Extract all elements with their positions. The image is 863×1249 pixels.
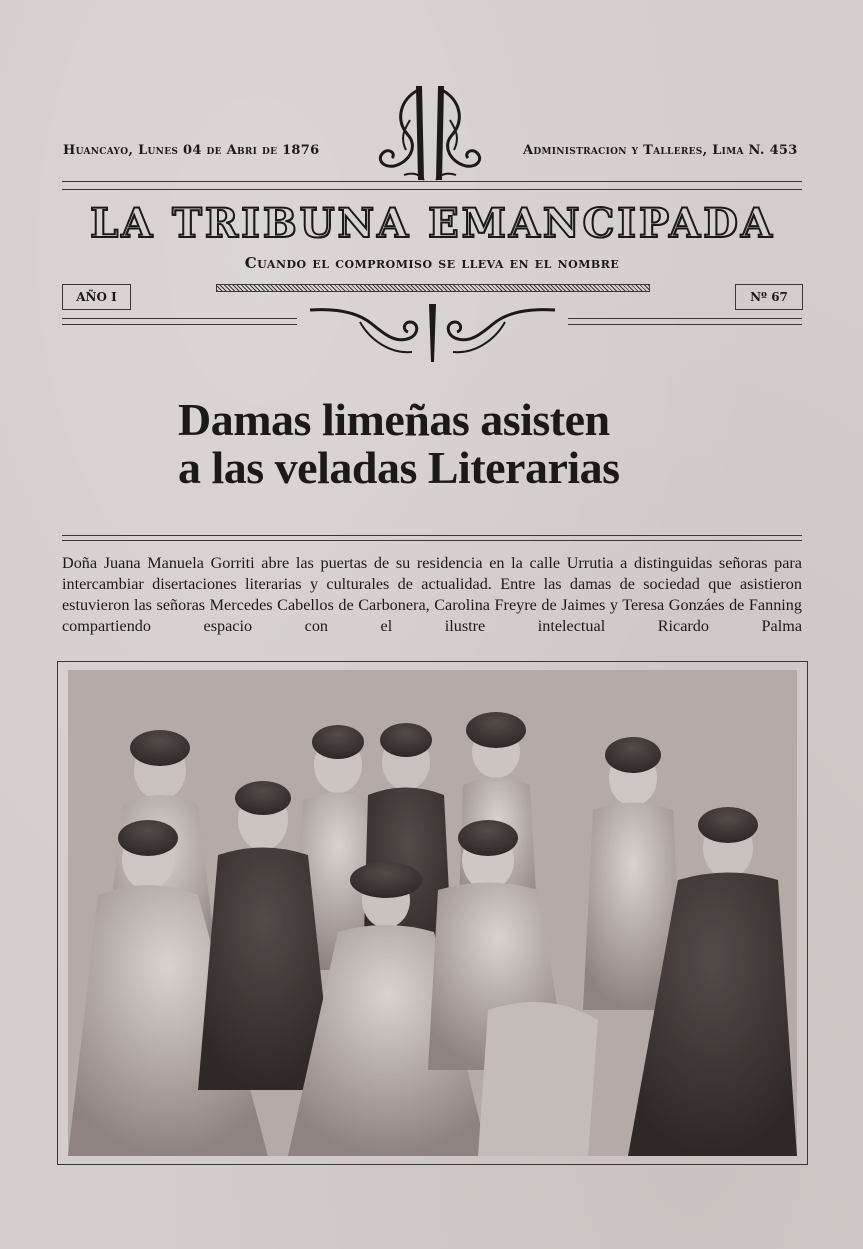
masthead-rule-top-2 bbox=[62, 189, 802, 190]
slogan-underline bbox=[216, 284, 650, 292]
headline-line-1: Damas limeñas asisten bbox=[178, 394, 610, 445]
article-headline bbox=[178, 396, 698, 492]
newspaper-title: LA TRIBUNA EMANCIPADA bbox=[90, 200, 775, 247]
year-box: AÑO I bbox=[62, 284, 131, 310]
ornament-rule-right bbox=[568, 318, 802, 319]
ornament-scroll-top-icon bbox=[360, 80, 500, 185]
headline-line-2: a las veladas Literarias bbox=[178, 442, 620, 493]
group-portrait-illustration bbox=[68, 670, 797, 1156]
ornament-rule-left bbox=[62, 318, 297, 319]
ornament-scroll-bottom-icon bbox=[300, 300, 565, 362]
article-rule-top bbox=[62, 535, 802, 536]
photo-frame bbox=[57, 661, 808, 1165]
ornament-rule-left-2 bbox=[62, 324, 297, 325]
address-line: Administracion y Talleres, Lima N. 453 bbox=[523, 143, 798, 158]
article-rule-top-2 bbox=[62, 540, 802, 541]
group-portrait-photo bbox=[68, 670, 797, 1156]
masthead-rule-top bbox=[62, 181, 802, 182]
article-body: Doña Juana Manuela Gorriti abre las puertas de su residencia en la calle Urrutia a distinguidas señoras para intercambiar disertaciones literarias y culturales de actualidad. Entre las damas de sociedad que asistieron estuvieron las señoras Mercedes Cabellos de Carbonera, Carolina Freyre de Jaimes y Teresa Gonzáes de Fanning compartiendo espacio con el ilustre intelectual Ricardo Palma bbox=[62, 554, 802, 635]
issue-number-box: Nº 67 bbox=[735, 284, 803, 310]
date-line: Huancayo, Lunes 04 de Abri de 1876 bbox=[63, 143, 320, 158]
ornament-rule-right-2 bbox=[568, 324, 802, 325]
newspaper-slogan: Cuando el compromiso se lleva en el nombre bbox=[244, 254, 620, 272]
